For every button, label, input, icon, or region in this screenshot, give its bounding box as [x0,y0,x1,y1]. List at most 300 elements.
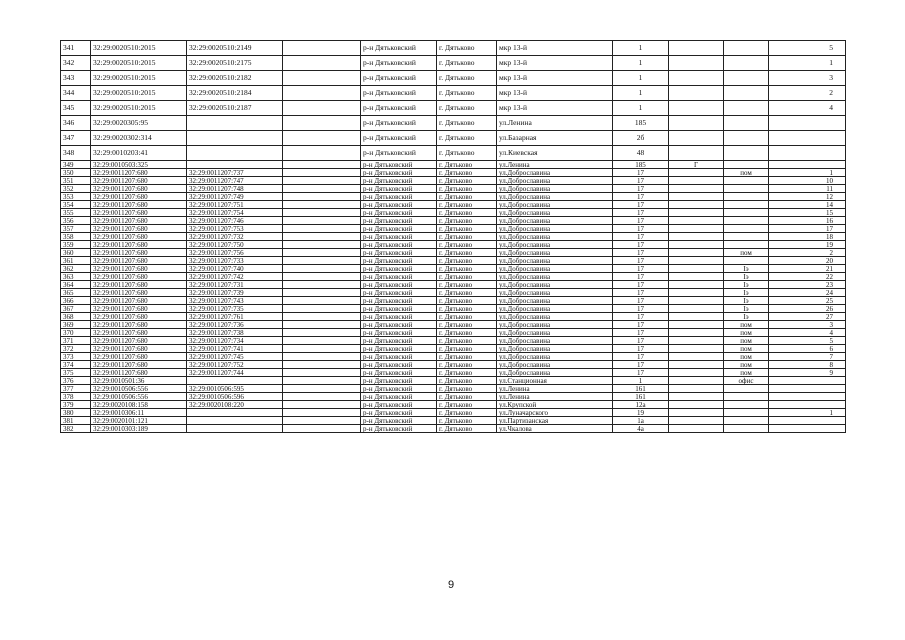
table-cell: 32:29:0011207:752 [187,361,283,369]
table-cell: 1 [613,56,669,71]
table-cell [669,313,724,321]
table-cell: ул.Доброславина [497,353,613,361]
table-cell [724,225,769,233]
table-cell: 368 [61,313,91,321]
table-cell [669,169,724,177]
table-cell [669,86,724,101]
table-cell: г. Дятьково [437,177,497,185]
table-cell: 17 [613,185,669,193]
table-cell: р-н Дятьковский [361,393,437,401]
table-cell [724,385,769,393]
table-cell [724,56,769,71]
table-cell: пом [724,345,769,353]
table-cell [669,131,724,146]
table-row [61,265,846,273]
table-cell: ул.Доброславина [497,265,613,273]
table-cell: 32:29:0011207:680 [91,217,187,225]
table-cell: р-н Дятьковский [361,177,437,185]
table-cell: 21 [769,265,846,273]
table-cell: 354 [61,201,91,209]
table-cell [669,401,724,409]
table-cell: ул.Базарная [497,131,613,146]
table-cell [724,86,769,101]
table-row [61,233,846,241]
table-cell: г. Дятьково [437,321,497,329]
table-cell: 17 [613,305,669,313]
table-cell: г. Дятьково [437,345,497,353]
table-cell: р-н Дятьковский [361,329,437,337]
table-cell [283,385,361,393]
table-cell [669,56,724,71]
table-cell: г. Дятьково [437,313,497,321]
table-cell: р-н Дятьковский [361,86,437,101]
table-cell: 4а [613,425,669,433]
table-cell [669,257,724,265]
table-cell: р-н Дятьковский [361,241,437,249]
table-cell: 17 [613,177,669,185]
table-cell: 32:29:0010506:556 [91,385,187,393]
table-cell [283,377,361,385]
table-cell [669,393,724,401]
table-row [61,86,846,101]
table-row [61,116,846,131]
table-cell: 32:29:0011207:742 [187,273,283,281]
table-row [61,281,846,289]
table-cell: ул.Доброславина [497,169,613,177]
table-cell [669,329,724,337]
table-cell [769,385,846,393]
table-cell [283,249,361,257]
table-cell [724,241,769,249]
table-cell [187,161,283,169]
table-cell: 32:29:0011207:756 [187,249,283,257]
table-cell: ул.Ленина [497,116,613,131]
table-cell: 32:29:0010506:596 [187,393,283,401]
table-cell: 32:29:0011207:680 [91,233,187,241]
table-cell: 185 [613,161,669,169]
table-cell: Іэ [724,281,769,289]
table-cell: 1а [613,417,669,425]
table-cell: г. Дятьково [437,241,497,249]
table-cell: 32:29:0010503:325 [91,161,187,169]
table-cell: мкр 13-й [497,86,613,101]
table-cell: г. Дятьково [437,369,497,377]
table-cell: 353 [61,193,91,201]
table-cell: 17 [613,273,669,281]
table-cell: 32:29:0020510:2015 [91,101,187,116]
table-row [61,177,846,185]
table-cell: 344 [61,86,91,101]
table-cell: пом [724,321,769,329]
table-cell: р-н Дятьковский [361,225,437,233]
table-row [61,201,846,209]
table-cell: г. Дятьково [437,305,497,313]
table-cell [724,161,769,169]
table-row [61,225,846,233]
table-cell: г. Дятьково [437,249,497,257]
table-cell [283,71,361,86]
table-cell [669,193,724,201]
table-cell: р-н Дятьковский [361,313,437,321]
table-cell: г. Дятьково [437,131,497,146]
table-cell: г. Дятьково [437,393,497,401]
table-cell: 2 [769,249,846,257]
table-cell: г. Дятьково [437,225,497,233]
table-cell: р-н Дятьковский [361,305,437,313]
table-cell: Г [669,161,724,169]
table-cell: р-н Дятьковский [361,169,437,177]
table-cell: ул.Киевская [497,146,613,161]
table-cell: р-н Дятьковский [361,217,437,225]
table-cell [724,217,769,225]
table-cell: 32:29:0011207:748 [187,185,283,193]
table-cell: 32:29:0011207:680 [91,273,187,281]
table-cell: 32:29:0011207:744 [187,369,283,377]
table-cell [769,401,846,409]
table-cell: 348 [61,146,91,161]
table-cell: офис [724,377,769,385]
table-cell: 1 [769,169,846,177]
table-cell: ул.Доброславина [497,177,613,185]
table-cell: 32:29:0011207:747 [187,177,283,185]
table-cell [669,71,724,86]
table-cell: пом [724,329,769,337]
table-cell: 32:29:0011207:680 [91,345,187,353]
table-cell [669,361,724,369]
table-cell: 17 [613,209,669,217]
table-row [61,146,846,161]
table-cell [283,185,361,193]
table-cell: г. Дятьково [437,257,497,265]
table-cell [283,313,361,321]
table-row [61,385,846,393]
table-cell [283,281,361,289]
table-cell [724,185,769,193]
table-cell: г. Дятьково [437,401,497,409]
table-cell: ул.Доброславина [497,233,613,241]
table-cell [669,321,724,329]
table-cell: 4 [769,329,846,337]
table-cell: р-н Дятьковский [361,353,437,361]
table-cell: г. Дятьково [437,101,497,116]
table-cell [187,425,283,433]
table-cell: г. Дятьково [437,169,497,177]
table-cell: 32:29:0011207:737 [187,169,283,177]
table-cell: 357 [61,225,91,233]
table-cell [283,417,361,425]
table-cell [283,361,361,369]
table-cell [283,233,361,241]
table-cell [669,273,724,281]
table-row [61,41,846,56]
table-cell: 32:29:0010501:36 [91,377,187,385]
table-cell [724,146,769,161]
table-row [61,249,846,257]
table-cell [769,417,846,425]
table-cell: р-н Дятьковский [361,101,437,116]
table-row [61,56,846,71]
table-cell: г. Дятьково [437,337,497,345]
table-cell: г. Дятьково [437,289,497,297]
table-cell: ул.Доброславина [497,209,613,217]
table-cell: 48 [613,146,669,161]
table-cell: 17 [613,193,669,201]
table-cell: 32:29:0020305:95 [91,116,187,131]
table-row [61,417,846,425]
table-cell [669,345,724,353]
table-cell: 32:29:0011207:680 [91,177,187,185]
table-cell: 1 [613,71,669,86]
table-cell: 32:29:0011207:680 [91,185,187,193]
table-cell: 32:29:0011207:753 [187,225,283,233]
table-row [61,161,846,169]
table-cell: 356 [61,217,91,225]
table-cell: 7 [769,353,846,361]
table-cell [669,409,724,417]
table-cell [283,337,361,345]
table-cell: 17 [613,249,669,257]
table-row [61,401,846,409]
table-cell: г. Дятьково [437,417,497,425]
table-cell: ул.Доброславина [497,225,613,233]
table-cell: р-н Дятьковский [361,345,437,353]
table-cell: 2 [769,86,846,101]
table-cell: 32:29:0011207:680 [91,297,187,305]
table-cell: 32:29:0011207:680 [91,313,187,321]
table-cell [669,217,724,225]
table-cell: г. Дятьково [437,273,497,281]
table-cell: 32:29:0011207:739 [187,289,283,297]
table-cell: мкр 13-й [497,41,613,56]
table-cell: г. Дятьково [437,329,497,337]
table-row [61,409,846,417]
table-cell [669,201,724,209]
table-cell: 1 [613,377,669,385]
property-table [60,40,846,433]
table-cell: 358 [61,233,91,241]
table-cell: 32:29:0011207:680 [91,361,187,369]
table-cell: 366 [61,297,91,305]
table-cell: 343 [61,71,91,86]
table-cell: 22 [769,273,846,281]
table-cell: 32:29:0020510:2175 [187,56,283,71]
table-cell: 3 [769,321,846,329]
table-cell [669,265,724,273]
table-cell [283,257,361,265]
table-row [61,241,846,249]
table-cell [669,177,724,185]
table-cell: 32:29:0011207:680 [91,265,187,273]
table-cell [283,409,361,417]
table-cell: ул.Доброславина [497,337,613,345]
table-cell: ул.Чкалова [497,425,613,433]
table-cell [187,409,283,417]
table-cell: 345 [61,101,91,116]
table-cell: р-н Дятьковский [361,233,437,241]
table-cell: 32:29:0011207:680 [91,169,187,177]
table-cell [283,401,361,409]
table-row [61,101,846,116]
table-cell: 365 [61,289,91,297]
table-cell: р-н Дятьковский [361,369,437,377]
table-cell [769,425,846,433]
table-cell [187,146,283,161]
table-cell: ул.Доброславина [497,313,613,321]
table-cell: р-н Дятьковский [361,41,437,56]
table-cell: 364 [61,281,91,289]
table-cell: Іэ [724,305,769,313]
table-cell: р-н Дятьковский [361,116,437,131]
table-cell: 32:29:0020302:314 [91,131,187,146]
table-cell [669,385,724,393]
table-cell: 367 [61,305,91,313]
table-cell: 9 [769,369,846,377]
table-cell [283,177,361,185]
table-cell: мкр 13-й [497,56,613,71]
table-cell: 32:29:0011207:750 [187,241,283,249]
table-cell: Іэ [724,273,769,281]
table-cell: 17 [613,217,669,225]
table-cell [669,116,724,131]
table-cell [283,209,361,217]
table-cell: 32:29:0010506:556 [91,393,187,401]
table-cell: 17 [613,321,669,329]
table-cell: 32:29:0011207:738 [187,329,283,337]
table-cell: г. Дятьково [437,185,497,193]
table-cell [724,71,769,86]
document-page [60,40,845,433]
table-cell: г. Дятьково [437,193,497,201]
table-cell: ул.Доброславина [497,289,613,297]
table-cell: 12а [613,401,669,409]
table-cell [283,329,361,337]
table-cell: 355 [61,209,91,217]
table-cell: 17 [613,265,669,273]
table-cell: г. Дятьково [437,146,497,161]
table-cell [724,233,769,241]
table-cell: г. Дятьково [437,361,497,369]
table-cell [769,393,846,401]
table-cell: 32:29:0011207:761 [187,313,283,321]
table-cell: мкр 13-й [497,101,613,116]
table-cell: г. Дятьково [437,116,497,131]
table-cell: 32:29:0011207:680 [91,193,187,201]
table-cell: 17 [613,281,669,289]
table-cell [669,146,724,161]
table-cell: 32:29:0020108:158 [91,401,187,409]
table-cell: ул.Луначарского [497,409,613,417]
table-cell: 359 [61,241,91,249]
table-cell [283,116,361,131]
table-cell [724,257,769,265]
table-cell: 32:29:0011207:680 [91,257,187,265]
table-cell: р-н Дятьковский [361,409,437,417]
table-cell [724,209,769,217]
table-cell [669,425,724,433]
table-cell [724,101,769,116]
table-cell: 17 [613,361,669,369]
table-cell: ул.Доброславина [497,241,613,249]
table-cell: 32:29:0011207:680 [91,305,187,313]
table-cell: р-н Дятьковский [361,377,437,385]
table-cell: 32:29:0011207:680 [91,249,187,257]
table-cell: ул.Доброславина [497,321,613,329]
table-cell: ул.Партизанская [497,417,613,425]
table-cell: ул.Доброславина [497,201,613,209]
table-cell: г. Дятьково [437,385,497,393]
table-row [61,353,846,361]
table-cell: 352 [61,185,91,193]
table-cell [283,241,361,249]
table-cell: 17 [613,313,669,321]
table-cell [724,425,769,433]
table-cell: Іэ [724,265,769,273]
table-row [61,185,846,193]
table-cell: 26 [769,305,846,313]
table-cell: 32:29:0020101:121 [91,417,187,425]
table-cell: Іэ [724,297,769,305]
table-cell: ул.Доброславина [497,305,613,313]
table-cell: ул.Станционная [497,377,613,385]
table-cell: 32:29:0011207:749 [187,193,283,201]
table-cell: 17 [769,225,846,233]
table-cell [669,369,724,377]
table-cell: 350 [61,169,91,177]
table-cell: 3 [769,71,846,86]
table-cell [283,201,361,209]
table-cell: 382 [61,425,91,433]
table-cell [669,289,724,297]
table-cell [283,321,361,329]
table-cell: р-н Дятьковский [361,337,437,345]
table-cell [669,233,724,241]
table-cell: 17 [613,257,669,265]
table-cell: р-н Дятьковский [361,161,437,169]
table-cell: ул.Доброславина [497,361,613,369]
table-cell: 376 [61,377,91,385]
table-cell [669,249,724,257]
table-cell [669,209,724,217]
table-cell: 371 [61,337,91,345]
table-cell [669,297,724,305]
table-cell: 378 [61,393,91,401]
table-cell [724,193,769,201]
table-cell: 360 [61,249,91,257]
table-cell: 32:29:0011207:680 [91,281,187,289]
table-cell: 377 [61,385,91,393]
table-cell [283,169,361,177]
table-cell: р-н Дятьковский [361,385,437,393]
table-cell: 27 [769,313,846,321]
table-cell: р-н Дятьковский [361,201,437,209]
table-cell: 185 [613,116,669,131]
table-cell [669,417,724,425]
table-cell: пом [724,249,769,257]
table-cell [187,116,283,131]
table-cell: 370 [61,329,91,337]
table-cell: 1 [613,101,669,116]
table-cell: 32:29:0020510:2187 [187,101,283,116]
table-cell: 17 [613,169,669,177]
table-cell: ул.Доброславина [497,369,613,377]
table-cell: 32:29:0011207:740 [187,265,283,273]
table-cell: ул.Ленина [497,161,613,169]
table-cell: 32:29:0020510:2015 [91,56,187,71]
table-cell: г. Дятьково [437,201,497,209]
table-cell: 32:29:0011207:680 [91,353,187,361]
table-cell: г. Дятьково [437,71,497,86]
table-cell: 5 [769,337,846,345]
